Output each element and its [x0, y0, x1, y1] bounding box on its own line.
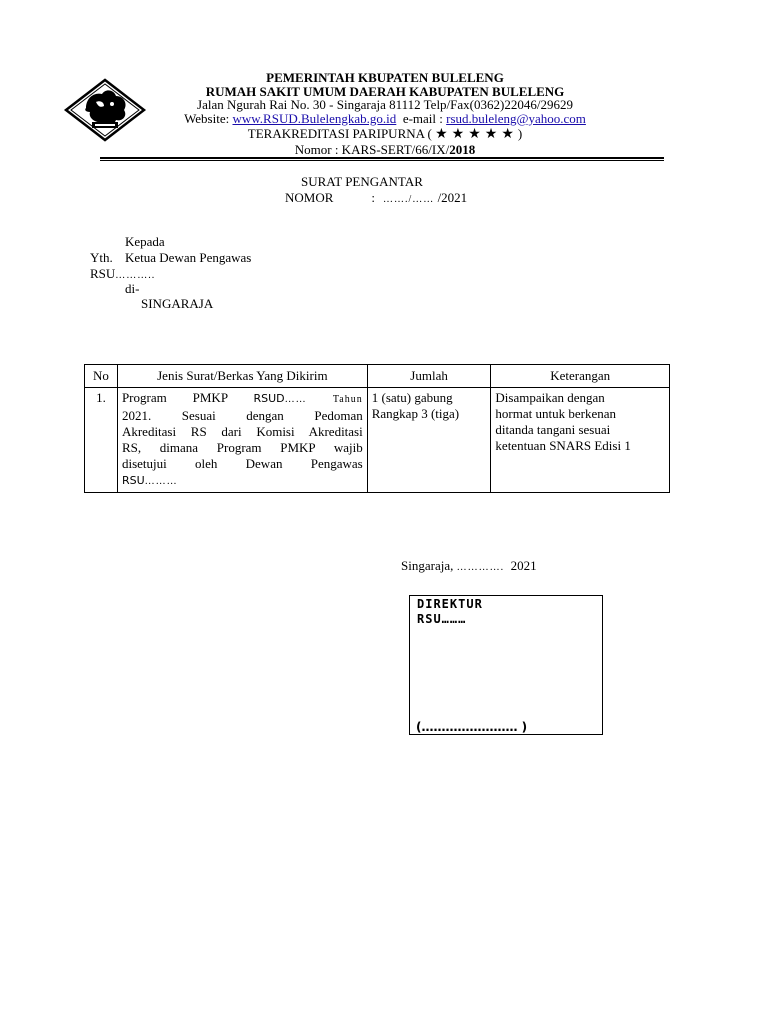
- ket-line-3: ditanda tangani sesuai: [495, 422, 611, 437]
- header-address: Jalan Ngurah Rai No. 30 - Singaraja 81112 Telp/Fax(0362)22046/29629: [197, 97, 573, 112]
- jenis-line-1c: …… Tahun: [284, 394, 363, 405]
- recipient-di: di-: [125, 281, 140, 296]
- jumlah-line-1: 1 (satu) gabung: [371, 390, 453, 405]
- buleleng-logo-icon: [62, 78, 148, 142]
- cell-keterangan: [491, 388, 670, 493]
- email-link[interactable]: rsud.buleleng@yahoo.com: [446, 111, 586, 126]
- accreditation-close: ): [517, 126, 523, 141]
- header-accreditation: [150, 126, 620, 142]
- signature-title: DIREKTUR: [417, 597, 483, 611]
- recipient-rsu: [90, 266, 155, 284]
- header-hospital-name: RUMAH SAKIT UMUM DAERAH KABUPATEN BULELENG: [205, 84, 565, 99]
- jenis-line-5: disetujui oleh Dewan Pengawas: [121, 456, 363, 471]
- cell-no: 1.: [85, 388, 118, 493]
- cert-number-prefix: Nomor : KARS-SERT/66/IX/: [294, 142, 450, 157]
- recipient-city: SINGARAJA: [141, 296, 214, 311]
- jenis-line-1: [122, 390, 363, 408]
- letter-number: [285, 190, 467, 208]
- signature-place: Singaraja,: [401, 558, 457, 573]
- jenis-line-2: 2021. Sesuai dengan Pedoman: [121, 408, 363, 423]
- cell-jenis: [117, 388, 367, 493]
- table-header-row: [85, 365, 670, 388]
- cert-number-year: 2018: [449, 142, 476, 157]
- signature-org: RSU………: [417, 612, 467, 626]
- website-label: Website:: [184, 111, 233, 126]
- letter-number-dots: ……./……: [383, 194, 435, 205]
- website-link[interactable]: www.RSUD.Bulelengkab.go.id: [232, 111, 397, 126]
- jumlah-line-2: Rangkap 3 (tiga): [371, 406, 460, 421]
- signature-date-dots: ………….: [456, 562, 505, 573]
- header-divider: [100, 157, 664, 159]
- cell-jumlah: [367, 388, 491, 493]
- header-cert-number: [150, 142, 620, 157]
- column-header-no: No: [85, 365, 118, 388]
- email-label: e-mail :: [396, 111, 447, 126]
- signature-place-date: [401, 558, 537, 576]
- signature-year: 2021: [504, 558, 537, 573]
- recipient-rsu-label: RSU: [90, 266, 116, 281]
- ket-line-4: ketentuan SNARS Edisi 1: [495, 438, 631, 453]
- jenis-line-6: [122, 472, 363, 490]
- jenis-line-1b: RSUD: [253, 392, 285, 405]
- items-table: [84, 364, 670, 493]
- table-row: [85, 388, 670, 493]
- column-header-keterangan: Keterangan: [491, 365, 670, 388]
- letter-title: SURAT PENGANTAR: [301, 174, 423, 189]
- signature-box: [409, 595, 603, 735]
- recipient-addressee: Ketua Dewan Pengawas: [125, 250, 252, 265]
- column-header-jumlah: Jumlah: [367, 365, 491, 388]
- letter-number-label: NOMOR: [285, 190, 334, 205]
- accreditation-text: TERAKREDITASI PARIPURNA (: [247, 126, 436, 141]
- signature-name: (…………………… ): [416, 720, 528, 734]
- jenis-line-4: RS, dimana Program PMKP wajib: [121, 440, 363, 455]
- ket-line-1: Disampaikan dengan: [495, 390, 605, 405]
- header-divider-thin: [100, 160, 664, 161]
- column-header-jenis: Jenis Surat/Berkas Yang Dikirim: [117, 365, 367, 388]
- ket-line-2: hormat untuk berkenan: [495, 406, 616, 421]
- jenis-line-3: Akreditasi RS dari Komisi Akreditasi: [121, 424, 363, 439]
- letter-number-year: /2021: [434, 190, 468, 205]
- recipient-rsu-dots: ………..: [115, 270, 156, 281]
- header-government: PEMERINTAH KBUPATEN BULELENG: [266, 70, 504, 85]
- letter-number-colon: :: [371, 190, 376, 205]
- jenis-line-6a: RSU: [121, 474, 145, 487]
- jenis-line-1a: Program PMKP: [121, 390, 254, 405]
- star-icon: ★★★★★: [435, 127, 518, 142]
- header-contacts: [150, 111, 620, 126]
- jenis-line-6b: ………: [144, 476, 178, 487]
- recipient-yth: Yth.: [90, 250, 113, 265]
- recipient-kepada: Kepada: [125, 234, 165, 249]
